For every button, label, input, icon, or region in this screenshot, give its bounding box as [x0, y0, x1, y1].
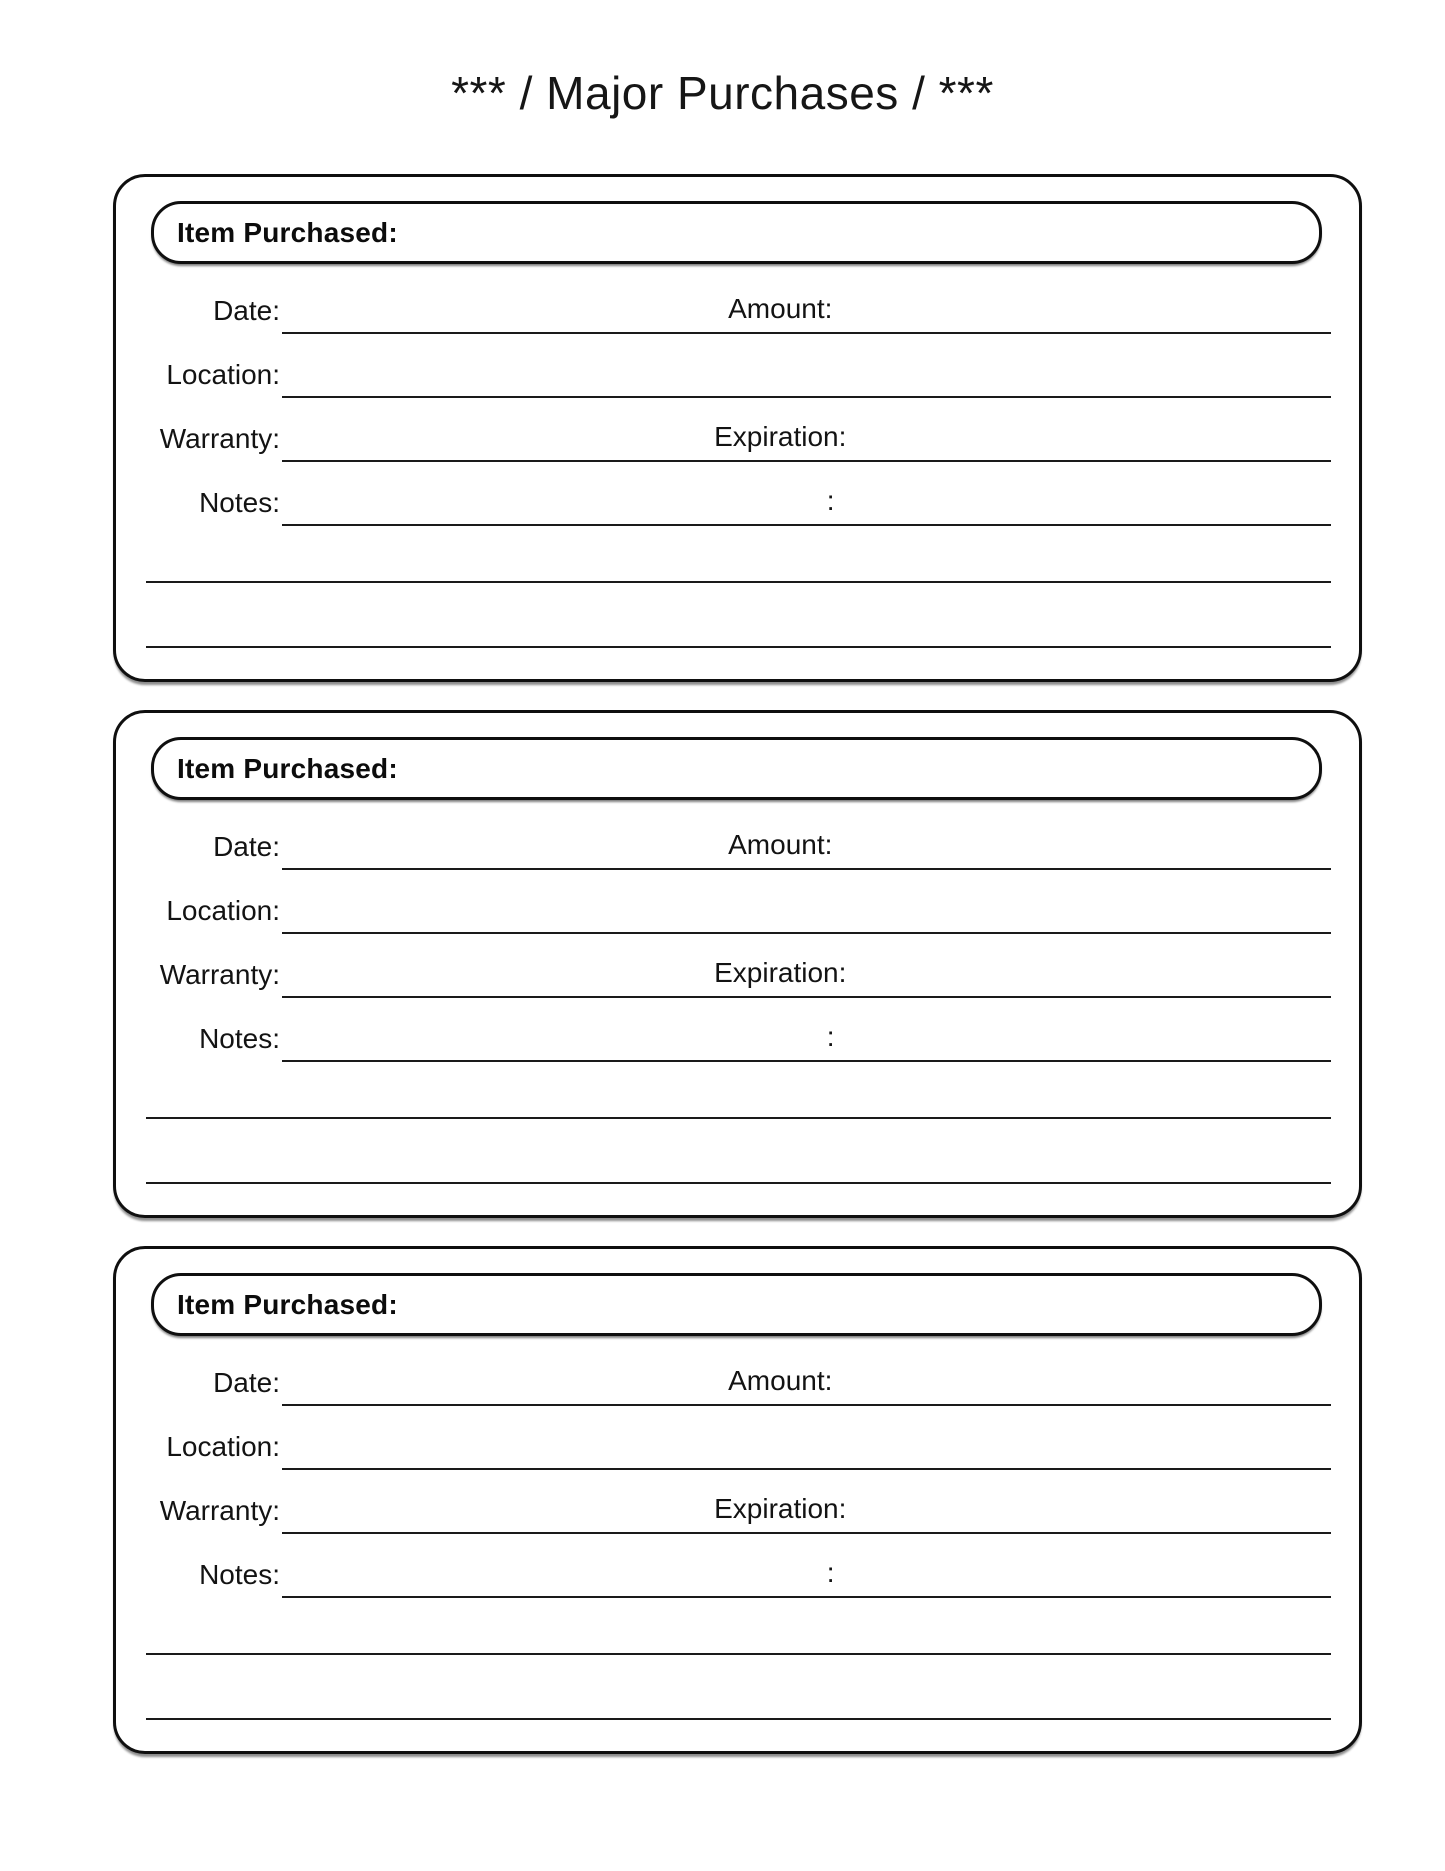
warranty-expiration-row — [116, 934, 1359, 998]
location-input-line[interactable] — [282, 1404, 1331, 1470]
purchase-card — [113, 174, 1362, 682]
location-input-line[interactable] — [282, 332, 1331, 398]
page-title: *** / Major Purchases / *** — [451, 67, 994, 119]
expiration-label: Expiration: — [714, 1493, 847, 1525]
date-amount-row — [116, 800, 1359, 870]
notes-row — [116, 462, 1359, 526]
colon-label: : — [826, 1021, 835, 1053]
extra-writing-line[interactable] — [146, 1117, 1331, 1119]
item-purchased-field[interactable] — [151, 1273, 1322, 1336]
location-label: Location: — [166, 1431, 280, 1463]
warranty-expiration-row — [116, 1470, 1359, 1534]
extra-writing-line[interactable] — [146, 646, 1331, 648]
expiration-label: Expiration: — [714, 957, 847, 989]
location-row — [116, 870, 1359, 934]
location-input-line[interactable] — [282, 868, 1331, 934]
date-input-line[interactable] — [282, 1334, 1331, 1406]
notes-input-line[interactable] — [282, 1532, 1331, 1598]
extra-writing-line[interactable] — [146, 1718, 1331, 1720]
item-purchased-field[interactable] — [151, 201, 1322, 264]
notes-input-line[interactable] — [282, 996, 1331, 1062]
amount-label: Amount: — [728, 1365, 833, 1397]
colon-label: : — [826, 485, 835, 517]
amount-label: Amount: — [728, 829, 833, 861]
date-label: Date: — [213, 295, 280, 327]
location-label: Location: — [166, 359, 280, 391]
date-label: Date: — [213, 1367, 280, 1399]
warranty-label: Warranty: — [159, 959, 280, 991]
item-purchased-label: Item Purchased: — [177, 1288, 398, 1320]
item-purchased-label: Item Purchased: — [177, 216, 398, 248]
date-input-line[interactable] — [282, 798, 1331, 870]
warranty-input-line[interactable] — [282, 1468, 1331, 1534]
expiration-label: Expiration: — [714, 421, 847, 453]
location-label: Location: — [166, 895, 280, 927]
colon-label: : — [826, 1557, 835, 1589]
warranty-input-line[interactable] — [282, 396, 1331, 462]
notes-label: Notes: — [199, 1559, 280, 1591]
item-purchased-label: Item Purchased: — [177, 752, 398, 784]
notes-label: Notes: — [199, 487, 280, 519]
location-row — [116, 334, 1359, 398]
extra-writing-line[interactable] — [146, 1182, 1331, 1184]
extra-writing-line[interactable] — [146, 1653, 1331, 1655]
item-purchased-field[interactable] — [151, 737, 1322, 800]
date-amount-row — [116, 264, 1359, 334]
warranty-label: Warranty: — [159, 423, 280, 455]
amount-label: Amount: — [728, 293, 833, 325]
date-amount-row — [116, 1336, 1359, 1406]
warranty-input-line[interactable] — [282, 932, 1331, 998]
notes-row — [116, 1534, 1359, 1598]
purchase-card — [113, 1246, 1362, 1754]
warranty-label: Warranty: — [159, 1495, 280, 1527]
purchase-card — [113, 710, 1362, 1218]
warranty-expiration-row — [116, 398, 1359, 462]
extra-writing-line[interactable] — [146, 581, 1331, 583]
notes-input-line[interactable] — [282, 460, 1331, 526]
date-input-line[interactable] — [282, 262, 1331, 334]
notes-row — [116, 998, 1359, 1062]
notes-label: Notes: — [199, 1023, 280, 1055]
location-row — [116, 1406, 1359, 1470]
date-label: Date: — [213, 831, 280, 863]
